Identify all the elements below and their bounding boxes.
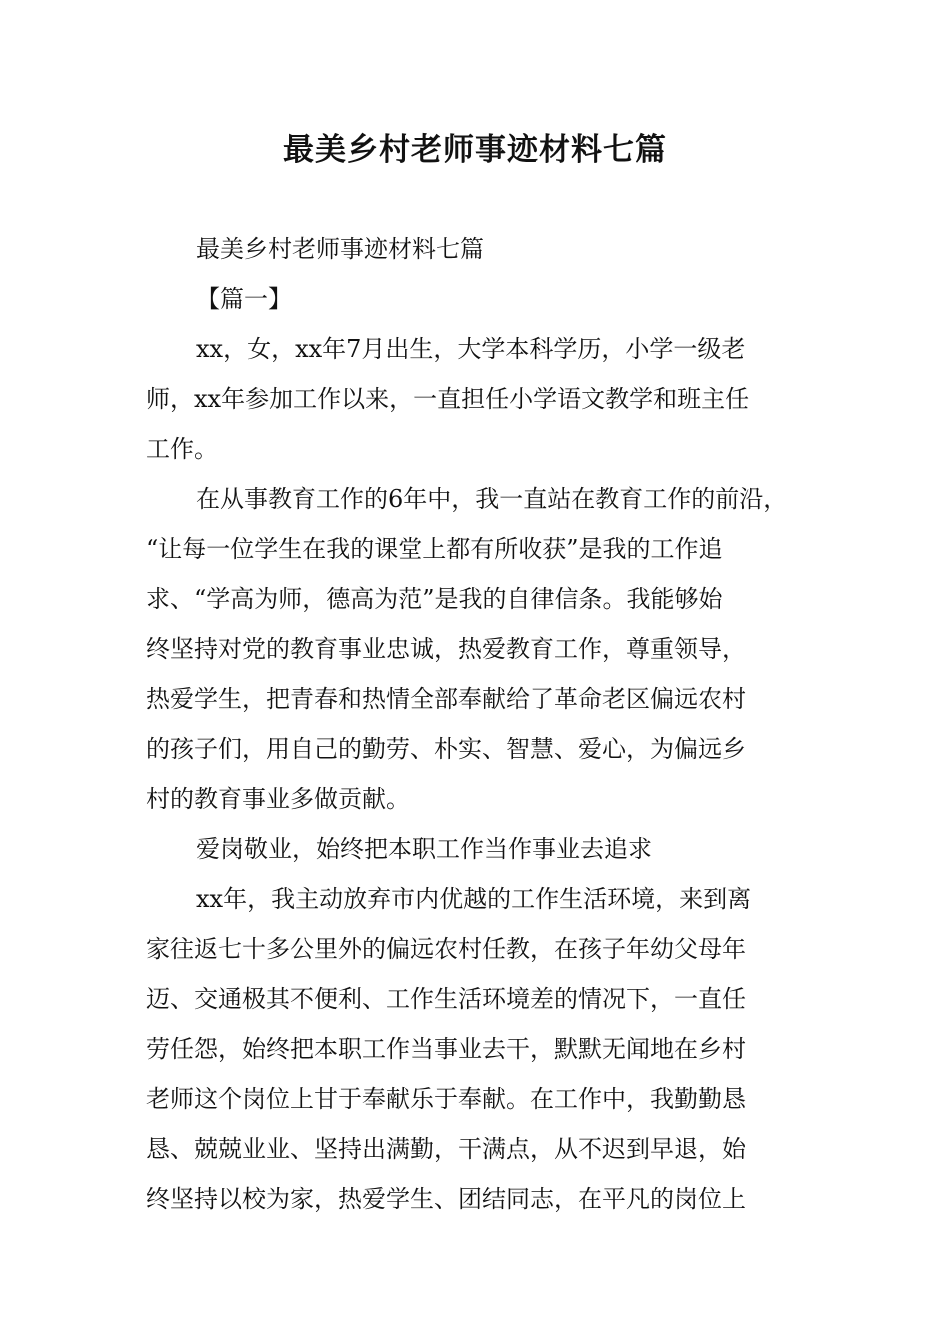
text-line: 求、“学高为师，德高为范”是我的自律信条。我能够始 [146, 585, 723, 613]
text-line: 在从事教育工作的6年中，我一直站在教育工作的前沿， [196, 485, 788, 513]
text-line: 的孩子们，用自己的勤劳、朴实、智慧、爱心，为偏远乡 [146, 735, 746, 763]
text-line: 恳、兢兢业业、坚持出满勤，干满点，从不迟到早退，始 [146, 1135, 746, 1163]
document-title: 最美乡村老师事迹材料七篇 [283, 132, 667, 168]
text-line: “让每一位学生在我的课堂上都有所收获”是我的工作追 [146, 535, 723, 563]
text-line: 老师这个岗位上甘于奉献乐于奉献。在工作中，我勤勤恳 [146, 1085, 746, 1113]
text-line: 终坚持以校为家，热爱学生、团结同志，在平凡的岗位上 [146, 1185, 746, 1213]
subtitle-line: 最美乡村老师事迹材料七篇 [196, 235, 484, 263]
text-line: 村的教育事业多做贡献。 [146, 785, 410, 813]
paragraph-heading: 爱岗敬业，始终把本职工作当作事业去追求 [196, 835, 652, 863]
text-line: 热爱学生，把青春和热情全部奉献给了革命老区偏远农村 [146, 685, 746, 713]
text-line: 迈、交通极其不便利、工作生活环境差的情况下，一直任 [146, 985, 746, 1013]
text-line: 工作。 [146, 435, 218, 463]
text-line: 师，xx年参加工作以来，一直担任小学语文教学和班主任 [146, 385, 750, 413]
section-heading: 【篇一】 [196, 285, 292, 313]
text-line: 终坚持对党的教育事业忠诚，热爱教育工作，尊重领导， [146, 635, 746, 663]
text-line: xx年，我主动放弃市内优越的工作生活环境，来到离 [196, 885, 752, 913]
text-line: xx，女，xx年7月出生，大学本科学历，小学一级老 [196, 335, 746, 363]
text-line: 家往返七十多公里外的偏远农村任教，在孩子年幼父母年 [146, 935, 746, 963]
text-line: 劳任怨，始终把本职工作当事业去干，默默无闻地在乡村 [146, 1035, 746, 1063]
